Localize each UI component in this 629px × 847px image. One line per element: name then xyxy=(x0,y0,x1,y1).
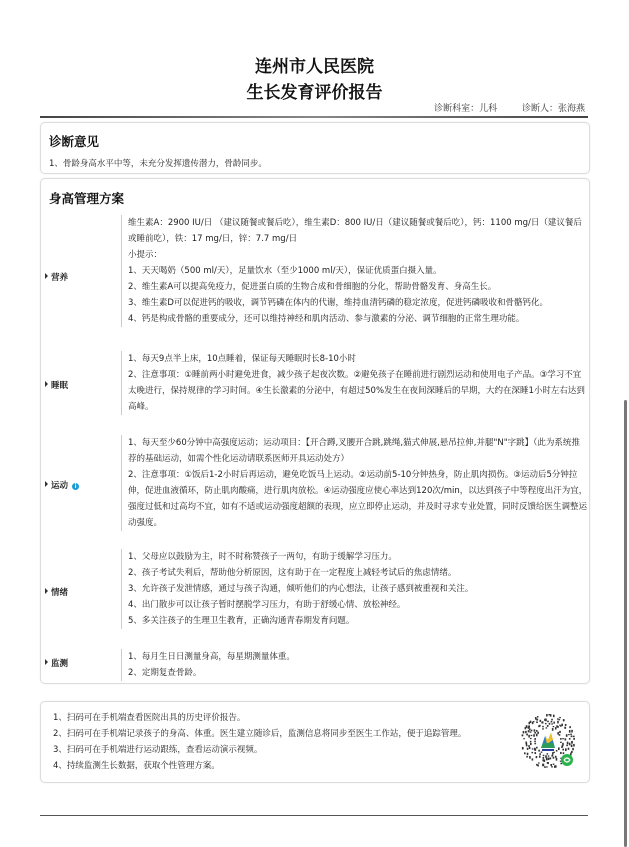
qr-dot xyxy=(571,745,573,748)
qr-dot xyxy=(525,731,527,733)
qr-dot xyxy=(551,719,553,721)
row-label-emotion: 情绪 xyxy=(45,586,68,598)
row-body-sleep xyxy=(121,351,588,415)
qr-dot xyxy=(538,750,540,752)
qr-dot xyxy=(563,719,565,721)
plan-title: 身高管理方案 xyxy=(49,191,125,206)
qr-dot xyxy=(534,748,536,751)
qr-dot xyxy=(553,715,555,718)
qr-dot xyxy=(530,741,532,743)
height-plan-card xyxy=(40,178,590,684)
qr-dot xyxy=(548,714,550,715)
qr-dot xyxy=(564,727,566,729)
qr-dot xyxy=(522,747,524,750)
qr-dot xyxy=(537,732,539,734)
qr-dot xyxy=(522,735,524,737)
department: 诊断科室：儿科 xyxy=(434,104,498,114)
qr-dot xyxy=(569,743,571,746)
qr-dot xyxy=(559,717,561,718)
qr-dot xyxy=(526,756,528,758)
qr-dot xyxy=(573,736,575,737)
bullet-triangle-icon xyxy=(45,381,48,387)
qr-line: 2、扫码可在手机端记录孩子的身高、体重。医生建立随诊后，监测信息将同步至医生工作站，便于追踪管理。 xyxy=(53,729,467,739)
qr-dot xyxy=(531,730,533,732)
qr-dot xyxy=(562,738,564,739)
qr-dot xyxy=(557,726,559,728)
row-label-exercise: 运动 i xyxy=(45,479,79,491)
qr-line: 4、持续监测生长数据，获取个性管理方案。 xyxy=(53,761,220,771)
qr-dot xyxy=(571,730,573,733)
bullet-triangle-icon xyxy=(45,273,48,279)
qr-dot xyxy=(559,719,561,720)
qr-dot xyxy=(540,720,542,722)
qr-dot xyxy=(571,752,573,753)
qr-dot xyxy=(539,725,541,727)
header-divider xyxy=(40,116,588,118)
qr-dot xyxy=(544,766,546,768)
qr-dot xyxy=(529,747,531,749)
qr-dot xyxy=(526,745,528,747)
qr-dot xyxy=(523,731,525,733)
qr-dot xyxy=(545,719,547,722)
qr-dot xyxy=(536,730,538,732)
qr-dot xyxy=(538,762,540,763)
qr-dot xyxy=(534,741,536,742)
qr-dot xyxy=(557,718,559,719)
qr-dot xyxy=(562,743,564,746)
qr-dot xyxy=(557,721,559,724)
qr-dot xyxy=(551,766,553,767)
qr-dot xyxy=(528,745,530,747)
qr-dot xyxy=(553,726,555,727)
qr-dot xyxy=(539,753,541,755)
report-title: 生长发育评价报告 xyxy=(246,83,383,103)
qr-dot xyxy=(532,758,534,760)
qr-dot xyxy=(530,738,532,739)
monitoring-line: 1、每月生日日测量身高，每星期测量体重。 xyxy=(128,652,295,662)
qr-dot xyxy=(556,750,558,752)
report-meta xyxy=(412,101,585,114)
qr-dot xyxy=(560,742,562,743)
qr-dot xyxy=(543,755,545,756)
qr-dot xyxy=(566,734,568,737)
qr-dot xyxy=(568,748,570,750)
qr-dot xyxy=(548,758,550,760)
row-body-emotion xyxy=(121,549,588,629)
qr-instructions xyxy=(53,710,466,774)
qr-dot xyxy=(526,725,528,728)
qr-dot xyxy=(550,714,552,716)
qr-dot xyxy=(562,749,564,751)
qr-dot xyxy=(547,753,549,754)
row-label-sleep: 睡眠 xyxy=(45,379,68,391)
qr-dot xyxy=(531,752,533,753)
footer-divider xyxy=(40,815,588,816)
qr-dot xyxy=(531,735,533,736)
row-body-monitoring xyxy=(121,649,588,681)
qr-dot xyxy=(560,763,562,764)
row-label-nutrition: 营养 xyxy=(45,271,68,283)
qr-dot xyxy=(560,752,562,754)
row-body-nutrition xyxy=(121,215,588,327)
qr-dot xyxy=(569,738,571,740)
qr-dot xyxy=(568,734,570,735)
qr-dot xyxy=(565,748,567,751)
emotion-line: 3、允许孩子发泄情感，通过与孩子沟通，倾听他们的内心想法，让孩子感到被重视和关注。 xyxy=(128,584,474,594)
nutrition-line: 小提示： xyxy=(128,250,163,260)
emotion-line: 1、父母应以鼓励为主，时不时称赞孩子一两句，有助于缓解学习压力。 xyxy=(128,552,397,562)
qr-dot xyxy=(559,734,561,736)
qr-dot xyxy=(550,757,552,759)
qr-dot xyxy=(550,764,552,766)
qr-dot xyxy=(542,728,544,729)
qr-dot xyxy=(551,721,553,723)
qr-dot xyxy=(534,738,536,740)
bullet-triangle-icon xyxy=(45,659,48,665)
exercise-line: 1、每天至少60分钟中高强度运动；运动项目：【开合蹲,叉腰开合跳,跳绳,猫式伸展,悬吊拉伸,并腿"N"字跳】（此为系统推荐的基础运动，如需个性化运动请联系医师开具运动处方） xyxy=(128,438,580,464)
qr-dot xyxy=(569,726,571,728)
qr-dot xyxy=(551,723,553,724)
qr-dot xyxy=(533,721,535,722)
qr-dot xyxy=(573,738,575,740)
qr-card xyxy=(40,701,590,783)
nutrition-line: 维生素A：2900 IU/日 （建议随餐或餐后吃），维生素D：800 IU/日（建议随餐或餐后吃），钙：1100 mg/日（建议餐后或睡前吃），铁：17 mg/日，锌：7.7 mg/日 xyxy=(128,218,582,244)
nutrition-line: 4、钙是构成骨骼的重要成分，还可以维持神经和肌肉活动、参与激素的分泌、调节细胞的正常生理功能。 xyxy=(128,314,525,324)
qr-dot xyxy=(558,747,560,750)
qr-dot xyxy=(536,719,538,721)
qr-dot xyxy=(551,755,553,757)
exercise-line: 2、注意事项：①饭后1-2小时后再运动，避免吃饭马上运动。②运动前5-10分钟热身，防止肌肉损伤。③运动后5分钟拉伸，促进血液循环，防止肌肉酸痛，进行肌肉放松。④运动强度应使心率达到120次/min，以达到孩子中等程度出汗为宜，强度过低和过高均不宜，如有不适或运动强度超额的表现，应立即停止运动，并及时寻求专业处置，同时反馈给医生调整运动强度。 xyxy=(128,470,588,528)
bullet-triangle-icon xyxy=(45,588,48,594)
info-icon[interactable]: i xyxy=(72,483,79,490)
qr-dot xyxy=(536,721,538,723)
qr-dot xyxy=(536,734,538,737)
qr-dot xyxy=(566,745,568,747)
qr-dot xyxy=(572,748,574,750)
qr-dot xyxy=(543,757,545,759)
bullet-triangle-icon xyxy=(45,481,48,487)
qr-dot xyxy=(560,738,562,740)
nutrition-line: 1、天天喝奶（500 ml/天），足量饮水（至少1000 ml/天），保证优质蛋白摄入量。 xyxy=(128,266,442,276)
qr-dot xyxy=(534,732,536,734)
qr-dot xyxy=(532,748,534,749)
qr-dot xyxy=(541,751,543,752)
qr-dot xyxy=(547,762,549,764)
qr-dot xyxy=(546,714,548,716)
qr-dot xyxy=(529,756,531,759)
qr-dot xyxy=(542,764,544,767)
qr-dot xyxy=(537,716,539,717)
qr-dot xyxy=(552,728,554,731)
qr-line: 1、扫码可在手机端查看医院出具的历史评价报告。 xyxy=(53,713,246,723)
qr-dot xyxy=(527,748,529,750)
qr-dot xyxy=(571,736,573,737)
qr-dot xyxy=(545,723,547,724)
qr-dot xyxy=(549,723,551,725)
qr-dot xyxy=(536,747,538,749)
qr-dot xyxy=(561,747,563,748)
sleep-line: 2、注意事项：①睡前两小时避免进食，减少孩子起夜次数。②避免孩子在睡前进行剧烈运动和使用电子产品。③学习不宜太晚进行，保持规律的学习时间。④生长激素的分泌中，有超过50%发生在夜间深睡后的早期，大约在深睡1小时左右达到高峰。 xyxy=(128,370,585,412)
qr-dot xyxy=(565,739,567,741)
diagnosis-card xyxy=(40,122,590,174)
nutrition-line: 3、维生素D可以促进钙的吸收，调节钙磷在体内的代谢，维持血清钙磷的稳定浓度，促进钙磷吸收和骨骼钙化。 xyxy=(128,298,548,308)
qr-dot xyxy=(530,731,532,732)
qr-dot xyxy=(569,730,571,733)
qr-dot xyxy=(560,725,562,726)
nutrition-line: 2、维生素A可以提高免疫力，促进蛋白质的生物合成和骨细胞的分化，帮助骨骼发育、身高生长。 xyxy=(128,282,497,292)
qr-dot xyxy=(565,724,567,726)
emotion-line: 5、多关注孩子的生理卫生教育，正确沟通青春期发育问题。 xyxy=(128,616,355,626)
qr-dot xyxy=(533,734,535,737)
doctor: 诊断人：张海燕 xyxy=(521,104,585,114)
qr-dot xyxy=(554,766,556,768)
qr-dot xyxy=(529,722,531,724)
qr-dot xyxy=(545,755,547,758)
row-label-monitoring: 监测 xyxy=(45,657,68,669)
monitoring-line: 2、定期复查骨龄。 xyxy=(128,668,202,678)
qr-dot xyxy=(555,756,557,758)
qr-dot xyxy=(547,721,549,723)
row-body-exercise xyxy=(121,435,588,531)
qr-dot xyxy=(542,759,544,761)
qr-dot xyxy=(553,722,555,724)
diagnosis-title: 诊断意见 xyxy=(49,134,100,149)
qr-dot xyxy=(534,752,536,754)
qr-dot xyxy=(546,758,548,761)
qr-dot xyxy=(541,722,543,724)
mini-program-qr-code-icon[interactable] xyxy=(517,710,579,772)
qr-dot xyxy=(552,752,554,754)
qr-dot xyxy=(539,756,541,758)
hospital-name: 连州市人民医院 xyxy=(255,57,374,77)
qr-dot xyxy=(555,727,557,729)
qr-dot xyxy=(525,742,527,744)
qr-dot xyxy=(535,717,537,720)
qr-dot xyxy=(526,734,528,736)
qr-dot xyxy=(530,743,532,745)
qr-dot xyxy=(570,734,572,735)
qr-dot xyxy=(527,753,529,755)
emotion-line: 2、孩子考试失利后，帮助他分析原因，这有助于在一定程度上减轻考试后的焦虑情绪。 xyxy=(128,568,457,578)
qr-dot xyxy=(567,742,569,745)
qr-dot xyxy=(546,766,548,767)
qr-dot xyxy=(559,731,561,733)
qr-dot xyxy=(548,755,550,756)
qr-dot xyxy=(528,725,530,728)
qr-dot xyxy=(553,757,555,759)
qr-dot xyxy=(556,758,558,761)
qr-dot xyxy=(571,741,573,743)
qr-dot xyxy=(573,744,575,747)
qr-line: 3、扫码可在手机端进行运动跟练，查看运动演示视频。 xyxy=(53,745,263,755)
qr-dot xyxy=(563,752,565,754)
qr-dot xyxy=(534,743,536,745)
diagnosis-text: 1、骨龄身高水平中等，未充分发挥遗传潜力，骨龄同步。 xyxy=(49,159,267,169)
qr-dot xyxy=(528,735,530,738)
qr-dot xyxy=(528,730,530,732)
qr-dot xyxy=(534,729,536,731)
qr-dot xyxy=(553,764,555,765)
qr-dot xyxy=(536,764,538,766)
scrollbar[interactable] xyxy=(624,400,627,847)
sleep-line: 1、每天9点半上床，10点睡着，保证每天睡眠时长8-10小时 xyxy=(128,354,356,364)
qr-dot xyxy=(547,725,549,727)
qr-dot xyxy=(546,727,548,728)
qr-dot xyxy=(542,726,544,727)
emotion-line: 4、出门散步可以让孩子暂时摆脱学习压力，有助于舒缓心情、放松神经。 xyxy=(128,600,406,610)
qr-dot xyxy=(561,724,563,726)
qr-dot xyxy=(524,752,526,754)
qr-dot xyxy=(523,738,525,739)
qr-dot xyxy=(536,756,538,758)
